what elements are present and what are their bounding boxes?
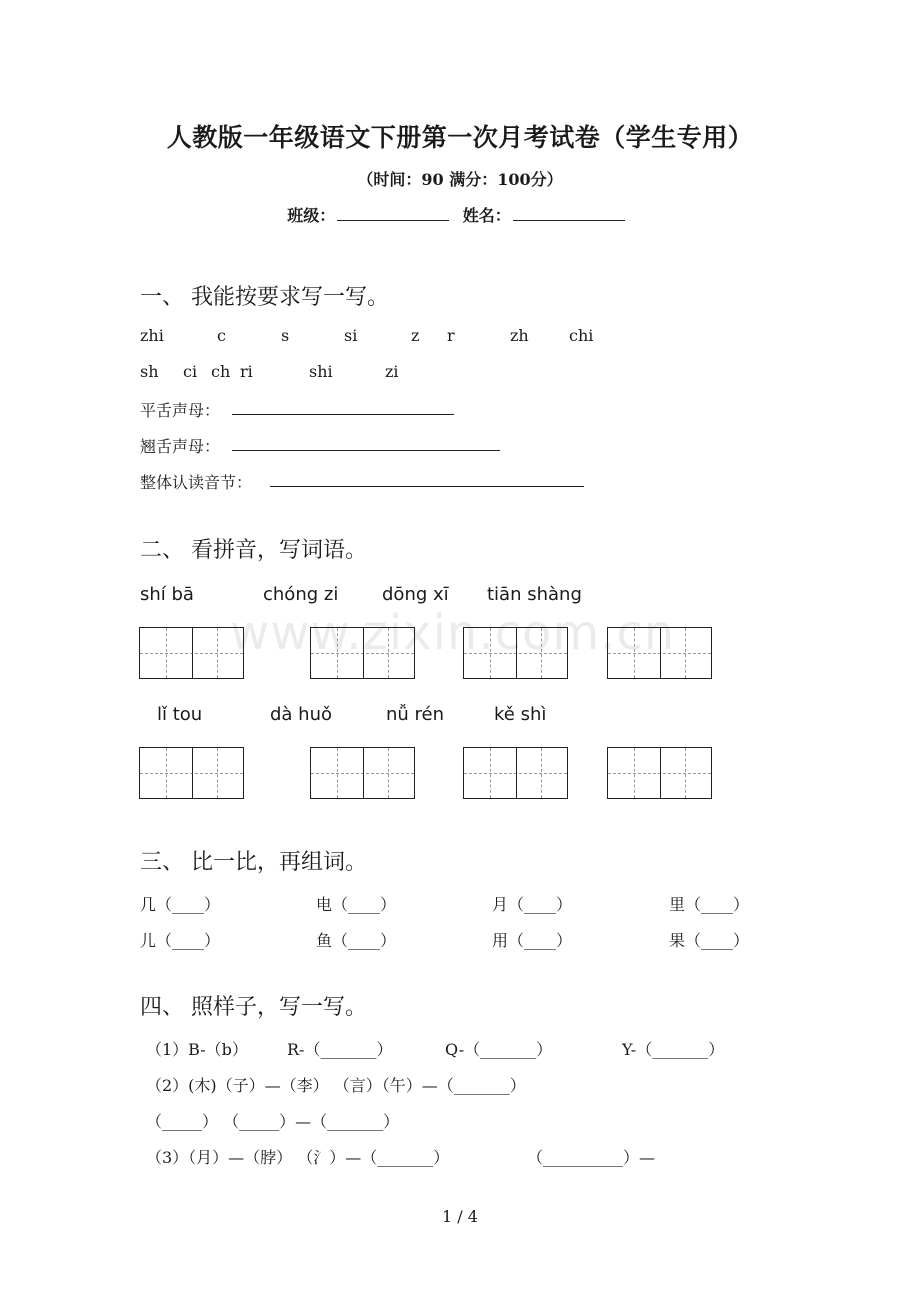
flat-tongue-answer-line[interactable] [232,414,454,415]
syllable: z [411,326,420,345]
watermark: www.zixin.com.cn [230,605,676,661]
name-row [0,203,920,226]
syllable: si [344,326,358,345]
whole-syllable-answer-line[interactable] [270,486,584,487]
pinyin-word: nǚ rén [386,704,445,725]
name-blank[interactable] [513,206,625,221]
fill-item[interactable]: （_____） （_____）—（_______） [146,1112,400,1131]
syllable: c [217,326,226,345]
compare-item[interactable]: 里（____） [669,895,750,914]
section-4-heading: 四、 照样子，写一写。 [140,995,367,1020]
compare-item[interactable]: 果（____） [669,931,750,950]
retroflex-answer-line[interactable] [232,450,500,451]
pinyin-word: shí bā [140,584,194,605]
syllable: zi [385,362,399,381]
example-item: （1）B-（b） [146,1040,248,1059]
syllable: r [447,326,455,345]
pinyin-word: lǐ tou [157,704,203,725]
fill-item[interactable]: （2）(木)（子）—（李） （言）（午）—（_______） [146,1076,526,1095]
character-grid[interactable] [607,627,712,679]
fill-item[interactable]: R-（_______） [287,1040,393,1059]
character-grid[interactable] [139,747,244,799]
fill-item[interactable]: （__________）— [527,1148,656,1167]
section-1-heading: 一、 我能按要求写一写。 [140,285,389,310]
syllable: ci [183,362,198,381]
syllable: s [281,326,290,345]
syllable: chi [569,326,594,345]
page-title: 人教版一年级语文下册第一次月考试卷（学生专用） [166,123,754,152]
class-blank[interactable] [337,206,449,221]
compare-item[interactable]: 用（____） [492,931,573,950]
syllable: zhi [140,326,164,345]
fill-item[interactable]: （3）（月）—（脖） （氵）—（_______） [146,1148,450,1167]
character-grid[interactable] [310,747,415,799]
pinyin-word: dōng xī [382,584,449,605]
syllable: shi [309,362,333,381]
pinyin-word: tiān shàng [487,584,582,605]
whole-syllable-label: 整体认读音节： [140,473,253,492]
syllable: zh [510,326,529,345]
exam-info: （时间：90 满分：100分） [357,170,563,189]
section-2-heading: 二、 看拼音，写词语。 [140,538,367,563]
syllable: ch [211,362,231,381]
character-grid[interactable] [310,627,415,679]
pinyin-word: chóng zi [263,584,339,605]
syllable: ri [240,362,253,381]
compare-item[interactable]: 儿（____） [140,931,221,950]
retroflex-label: 翘舌声母： [140,437,221,456]
compare-item[interactable]: 月（____） [492,895,573,914]
fill-item[interactable]: Y-（_______） [622,1040,725,1059]
compare-item[interactable]: 几（____） [140,895,221,914]
character-grid[interactable] [139,627,244,679]
fill-item[interactable]: Q-（_______） [445,1040,553,1059]
character-grid[interactable] [463,747,568,799]
pinyin-word: kě shì [494,704,547,725]
section-3-heading: 三、 比一比，再组词。 [140,850,367,875]
character-grid[interactable] [463,627,568,679]
character-grid[interactable] [607,747,712,799]
compare-item[interactable]: 电（____） [316,895,397,914]
page-number: 1 / 4 [442,1207,478,1226]
syllable: sh [140,362,159,381]
pinyin-word: dà huǒ [270,704,333,725]
flat-tongue-label: 平舌声母： [140,401,221,420]
name-label: 姓名： [462,206,511,225]
class-label: 班级： [287,206,336,225]
compare-item[interactable]: 鱼（____） [316,931,397,950]
